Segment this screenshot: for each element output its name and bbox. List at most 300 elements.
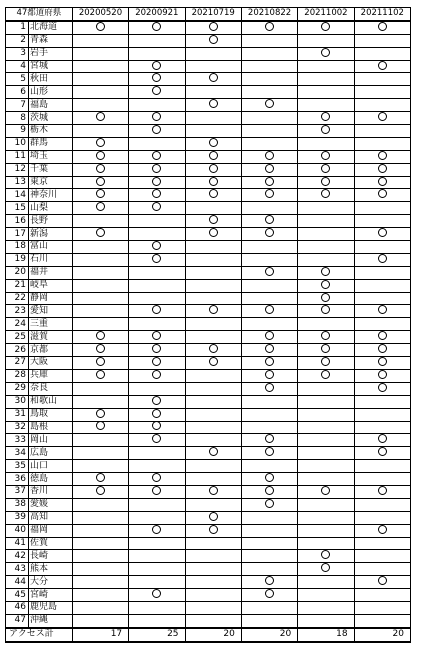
access-cell [185, 279, 241, 292]
table-row [6, 266, 411, 279]
circle-mark-icon [378, 22, 387, 31]
access-cell [185, 485, 241, 498]
prefecture-name: 沖縄 [28, 614, 72, 627]
access-cell [129, 473, 185, 486]
circle-mark-icon [321, 125, 330, 134]
prefecture-number: 1 [6, 21, 29, 34]
circle-mark-icon [209, 357, 218, 366]
table-row [6, 601, 411, 614]
prefecture-number: 30 [6, 395, 29, 408]
access-cell [129, 60, 185, 73]
prefecture-name: 奈良 [28, 382, 72, 395]
prefecture-number: 12 [6, 163, 29, 176]
access-cell [241, 537, 297, 550]
access-cell [185, 47, 241, 60]
prefecture-number: 14 [6, 189, 29, 202]
circle-mark-icon [321, 293, 330, 302]
access-cell [298, 202, 354, 215]
access-cell [354, 150, 410, 163]
prefecture-number: 46 [6, 601, 29, 614]
access-cell [72, 318, 128, 331]
access-cell [72, 601, 128, 614]
access-cell [72, 524, 128, 537]
access-cell [298, 369, 354, 382]
access-cell [298, 498, 354, 511]
circle-mark-icon [96, 331, 105, 340]
access-cell [241, 563, 297, 576]
access-cell [354, 125, 410, 138]
circle-mark-icon [321, 331, 330, 340]
circle-mark-icon [378, 228, 387, 237]
prefecture-number: 29 [6, 382, 29, 395]
access-cell [185, 524, 241, 537]
table-row [6, 215, 411, 228]
circle-mark-icon [321, 177, 330, 186]
circle-mark-icon [378, 344, 387, 353]
prefecture-number: 32 [6, 421, 29, 434]
circle-mark-icon [321, 267, 330, 276]
header-date: 20200520 [72, 8, 128, 21]
prefecture-name: 茨城 [28, 112, 72, 125]
circle-mark-icon [209, 73, 218, 82]
access-cell [129, 112, 185, 125]
access-cell [354, 524, 410, 537]
prefecture-number: 8 [6, 112, 29, 125]
access-cell [298, 47, 354, 60]
access-cell [354, 408, 410, 421]
access-cell [241, 253, 297, 266]
access-cell [298, 563, 354, 576]
access-cell [241, 434, 297, 447]
access-cell [185, 318, 241, 331]
access-cell [72, 589, 128, 602]
access-cell [241, 460, 297, 473]
access-cell [185, 176, 241, 189]
access-cell [241, 331, 297, 344]
access-cell [129, 241, 185, 254]
circle-mark-icon [96, 151, 105, 160]
access-cell [129, 86, 185, 99]
access-cell [72, 47, 128, 60]
circle-mark-icon [265, 151, 274, 160]
table-row [6, 357, 411, 370]
access-cell [241, 21, 297, 34]
access-cell [354, 34, 410, 47]
prefecture-name: 秋田 [28, 73, 72, 86]
access-cell [185, 137, 241, 150]
access-cell [354, 344, 410, 357]
access-cell [129, 305, 185, 318]
table-row [6, 576, 411, 589]
access-cell [354, 228, 410, 241]
access-cell [129, 434, 185, 447]
prefecture-number: 20 [6, 266, 29, 279]
access-cell [129, 447, 185, 460]
table-row [6, 47, 411, 60]
prefecture-number: 10 [6, 137, 29, 150]
circle-mark-icon [321, 563, 330, 572]
prefecture-number: 6 [6, 86, 29, 99]
access-cell [129, 266, 185, 279]
circle-mark-icon [265, 99, 274, 108]
prefecture-number: 41 [6, 537, 29, 550]
access-cell [241, 99, 297, 112]
access-cell [354, 460, 410, 473]
access-cell [185, 241, 241, 254]
prefecture-number: 3 [6, 47, 29, 60]
access-cell [241, 447, 297, 460]
circle-mark-icon [152, 344, 161, 353]
circle-mark-icon [321, 189, 330, 198]
prefecture-name: 大阪 [28, 357, 72, 370]
circle-mark-icon [378, 370, 387, 379]
circle-mark-icon [152, 241, 161, 250]
circle-mark-icon [96, 409, 105, 418]
access-cell [298, 485, 354, 498]
access-cell [298, 460, 354, 473]
access-cell [354, 511, 410, 524]
circle-mark-icon [378, 164, 387, 173]
prefecture-number: 31 [6, 408, 29, 421]
circle-mark-icon [209, 447, 218, 456]
circle-mark-icon [96, 177, 105, 186]
access-cell [72, 228, 128, 241]
prefecture-name: 岡山 [28, 434, 72, 447]
circle-mark-icon [152, 370, 161, 379]
table-row [6, 344, 411, 357]
access-cell [72, 253, 128, 266]
access-cell [241, 369, 297, 382]
access-cell [241, 524, 297, 537]
access-cell [241, 176, 297, 189]
access-cell [298, 189, 354, 202]
circle-mark-icon [265, 357, 274, 366]
circle-mark-icon [378, 576, 387, 585]
access-cell [354, 163, 410, 176]
access-cell [72, 434, 128, 447]
access-cell [185, 292, 241, 305]
access-cell [185, 357, 241, 370]
prefecture-name: 滋賀 [28, 331, 72, 344]
access-cell [298, 176, 354, 189]
header-date: 20200921 [129, 8, 185, 21]
header-date: 20211102 [354, 8, 410, 21]
access-cell [72, 241, 128, 254]
circle-mark-icon [96, 202, 105, 211]
access-cell [241, 382, 297, 395]
access-cell [354, 498, 410, 511]
access-cell [185, 601, 241, 614]
access-cell [241, 473, 297, 486]
circle-mark-icon [265, 370, 274, 379]
access-cell [241, 241, 297, 254]
table-row [6, 253, 411, 266]
access-cell [129, 421, 185, 434]
access-cell [185, 421, 241, 434]
circle-mark-icon [152, 177, 161, 186]
access-cell [241, 60, 297, 73]
access-cell [129, 382, 185, 395]
circle-mark-icon [378, 486, 387, 495]
access-cell [185, 228, 241, 241]
access-cell [129, 228, 185, 241]
circle-mark-icon [321, 280, 330, 289]
access-cell [298, 86, 354, 99]
access-cell [72, 305, 128, 318]
table-row [6, 241, 411, 254]
prefecture-name: 香川 [28, 485, 72, 498]
access-cell [354, 112, 410, 125]
circle-mark-icon [152, 357, 161, 366]
circle-mark-icon [152, 164, 161, 173]
access-cell [241, 576, 297, 589]
prefecture-number: 38 [6, 498, 29, 511]
access-cell [354, 331, 410, 344]
access-cell [129, 498, 185, 511]
circle-mark-icon [152, 151, 161, 160]
prefecture-name: 千葉 [28, 163, 72, 176]
header-row [6, 8, 411, 21]
access-cell [298, 253, 354, 266]
access-cell [354, 421, 410, 434]
access-cell [241, 601, 297, 614]
access-cell [241, 73, 297, 86]
access-cell [241, 86, 297, 99]
access-cell [185, 60, 241, 73]
access-cell [129, 601, 185, 614]
access-cell [298, 357, 354, 370]
access-cell [185, 266, 241, 279]
access-cell [354, 99, 410, 112]
prefecture-number: 40 [6, 524, 29, 537]
table-row [6, 21, 411, 34]
access-cell [185, 305, 241, 318]
prefecture-name: 山口 [28, 460, 72, 473]
prefecture-number: 11 [6, 150, 29, 163]
access-cell [298, 112, 354, 125]
access-cell [129, 589, 185, 602]
access-cell [72, 614, 128, 627]
table-row [6, 485, 411, 498]
access-cell [185, 112, 241, 125]
prefecture-name: 和歌山 [28, 395, 72, 408]
table-row [6, 563, 411, 576]
access-cell [298, 408, 354, 421]
access-cell [241, 589, 297, 602]
access-cell [129, 369, 185, 382]
table-row [6, 202, 411, 215]
access-cell [129, 511, 185, 524]
circle-mark-icon [152, 305, 161, 314]
prefecture-name: 岩手 [28, 47, 72, 60]
access-cell [298, 266, 354, 279]
access-cell [354, 137, 410, 150]
circle-mark-icon [378, 189, 387, 198]
prefecture-number: 35 [6, 460, 29, 473]
header-prefecture-label: 47都道府県 [6, 8, 73, 21]
table-row [6, 305, 411, 318]
access-cell [241, 47, 297, 60]
access-cell [354, 601, 410, 614]
table-row [6, 331, 411, 344]
total-label: アクセス計 [6, 628, 73, 642]
access-cell [298, 60, 354, 73]
prefecture-name: 岐阜 [28, 279, 72, 292]
prefecture-name: 鳥取 [28, 408, 72, 421]
access-cell [185, 550, 241, 563]
access-cell [241, 266, 297, 279]
prefecture-number: 36 [6, 473, 29, 486]
circle-mark-icon [152, 525, 161, 534]
access-cell [185, 460, 241, 473]
access-cell [298, 21, 354, 34]
access-cell [72, 485, 128, 498]
access-cell [354, 369, 410, 382]
access-cell [241, 163, 297, 176]
access-cell [72, 369, 128, 382]
access-cell [298, 344, 354, 357]
access-cell [354, 537, 410, 550]
table-row [6, 228, 411, 241]
circle-mark-icon [209, 305, 218, 314]
circle-mark-icon [265, 164, 274, 173]
circle-mark-icon [378, 305, 387, 314]
circle-mark-icon [152, 473, 161, 482]
prefecture-number: 13 [6, 176, 29, 189]
access-cell [129, 279, 185, 292]
prefecture-number: 7 [6, 99, 29, 112]
circle-mark-icon [378, 383, 387, 392]
access-cell [354, 357, 410, 370]
access-cell [241, 137, 297, 150]
access-cell [129, 537, 185, 550]
access-cell [129, 163, 185, 176]
access-cell [129, 395, 185, 408]
circle-mark-icon [265, 344, 274, 353]
access-cell [241, 511, 297, 524]
table-row [6, 589, 411, 602]
access-cell [298, 318, 354, 331]
circle-mark-icon [152, 589, 161, 598]
prefecture-name: 山形 [28, 86, 72, 99]
circle-mark-icon [209, 486, 218, 495]
circle-mark-icon [152, 189, 161, 198]
access-cell [129, 21, 185, 34]
table-row [6, 86, 411, 99]
access-cell [72, 176, 128, 189]
access-cell [241, 215, 297, 228]
circle-mark-icon [152, 61, 161, 70]
access-cell [185, 589, 241, 602]
prefecture-number: 47 [6, 614, 29, 627]
access-cell [354, 589, 410, 602]
access-cell [354, 241, 410, 254]
access-cell [354, 47, 410, 60]
circle-mark-icon [321, 370, 330, 379]
circle-mark-icon [152, 331, 161, 340]
access-cell [354, 382, 410, 395]
access-cell [72, 460, 128, 473]
prefecture-name: 静岡 [28, 292, 72, 305]
table-row [6, 137, 411, 150]
access-cell [298, 589, 354, 602]
access-cell [185, 163, 241, 176]
access-cell [185, 576, 241, 589]
table-row [6, 447, 411, 460]
access-cell [72, 215, 128, 228]
access-cell [129, 176, 185, 189]
circle-mark-icon [265, 267, 274, 276]
access-cell [185, 150, 241, 163]
access-cell [241, 305, 297, 318]
prefecture-name: 新潟 [28, 228, 72, 241]
circle-mark-icon [265, 447, 274, 456]
access-cell [129, 99, 185, 112]
table-row [6, 537, 411, 550]
table-row [6, 99, 411, 112]
access-cell [72, 150, 128, 163]
access-cell [354, 576, 410, 589]
table-row [6, 369, 411, 382]
access-cell [72, 86, 128, 99]
access-cell [72, 550, 128, 563]
prefecture-name: 福岡 [28, 524, 72, 537]
access-cell [241, 279, 297, 292]
prefecture-name: 京都 [28, 344, 72, 357]
circle-mark-icon [265, 305, 274, 314]
access-cell [129, 344, 185, 357]
table-row [6, 498, 411, 511]
circle-mark-icon [265, 383, 274, 392]
access-cell [185, 86, 241, 99]
access-cell [72, 266, 128, 279]
prefecture-number: 45 [6, 589, 29, 602]
access-cell [129, 202, 185, 215]
prefecture-number: 17 [6, 228, 29, 241]
access-cell [241, 125, 297, 138]
access-cell [72, 125, 128, 138]
access-cell [129, 357, 185, 370]
access-cell [129, 150, 185, 163]
access-cell [185, 73, 241, 86]
circle-mark-icon [96, 112, 105, 121]
prefecture-number: 44 [6, 576, 29, 589]
access-cell [129, 563, 185, 576]
header-date: 20210822 [241, 8, 297, 21]
prefecture-name: 石川 [28, 253, 72, 266]
access-cell [241, 318, 297, 331]
table-row [6, 279, 411, 292]
access-cell [129, 34, 185, 47]
access-cell [241, 112, 297, 125]
prefecture-name: 宮崎 [28, 589, 72, 602]
access-cell [298, 511, 354, 524]
prefecture-number: 43 [6, 563, 29, 576]
access-cell [185, 253, 241, 266]
prefecture-number: 16 [6, 215, 29, 228]
circle-mark-icon [265, 331, 274, 340]
circle-mark-icon [265, 189, 274, 198]
access-cell [298, 150, 354, 163]
access-cell [241, 498, 297, 511]
prefecture-number: 37 [6, 485, 29, 498]
access-cell [354, 215, 410, 228]
circle-mark-icon [152, 86, 161, 95]
circle-mark-icon [96, 370, 105, 379]
access-cell [298, 215, 354, 228]
prefecture-number: 33 [6, 434, 29, 447]
circle-mark-icon [152, 254, 161, 263]
